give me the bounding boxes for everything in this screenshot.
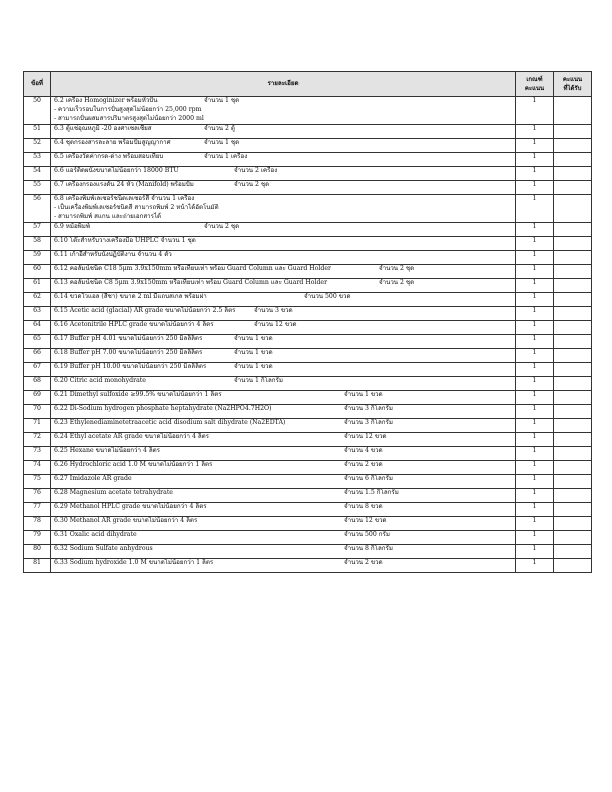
row-score-received	[554, 377, 592, 391]
item-description: 6.9 หม้อพิมพ์	[54, 223, 90, 230]
item-quantity: จำนวน 2 เครื่อง	[234, 167, 278, 174]
item-description: 6.2 เครื่อง Homoginizer พร้อมหัวปั่น	[54, 97, 158, 104]
row-number: 51	[24, 125, 51, 139]
row-detail	[51, 559, 516, 573]
row-number: 68	[24, 377, 51, 391]
item-description: 6.27 Imidazole AR grade	[54, 475, 132, 482]
row-score-received	[554, 447, 592, 461]
row-score-received	[554, 475, 592, 489]
row-number: 60	[24, 265, 51, 279]
item-quantity: จำนวน 1 ขวด	[344, 391, 383, 398]
detail-line	[54, 377, 512, 386]
row-score: 1	[516, 125, 554, 139]
item-description: 6.24 Ethyl acetate AR grade ขนาดไม่น้อยกว่า 4 ลิตร	[54, 433, 209, 440]
row-number: 53	[24, 153, 51, 167]
table-header-row	[24, 72, 592, 97]
row-detail	[51, 265, 516, 279]
item-quantity: จำนวน 1.5 กิโลกรัม	[344, 489, 399, 496]
item-quantity: จำนวน 12 ขวด	[344, 517, 387, 524]
row-score-received	[554, 279, 592, 293]
row-score-received	[554, 335, 592, 349]
row-score: 1	[516, 531, 554, 545]
table-row	[24, 97, 592, 125]
row-detail	[51, 503, 516, 517]
row-score: 1	[516, 223, 554, 237]
item-quantity: จำนวน 2 ขวด	[344, 461, 383, 468]
header-no: ข้อที่	[24, 72, 51, 97]
detail-line	[54, 213, 512, 222]
row-score-received	[554, 237, 592, 251]
item-quantity: จำนวน 1 ชุด	[204, 97, 240, 104]
row-detail	[51, 167, 516, 181]
table-row	[24, 475, 592, 489]
row-number: 58	[24, 237, 51, 251]
header-score-line2: คะแนน	[524, 85, 545, 92]
row-score-received	[554, 139, 592, 153]
row-score: 1	[516, 335, 554, 349]
header-score	[516, 72, 554, 97]
detail-line	[54, 307, 512, 316]
row-detail	[51, 125, 516, 139]
item-description: - ความเร็วรอบในการปั่นสูงสุดไม่น้อยกว่า 25,000 rpm	[54, 106, 202, 113]
table-row	[24, 461, 592, 475]
row-score: 1	[516, 391, 554, 405]
item-description: - สามารถปั่นผสมสารปริมาตรสูงสุดไม่น้อยกว่า 2000 ml	[54, 115, 204, 122]
item-quantity: จำนวน 1 ขวด	[234, 349, 273, 356]
item-description: 6.15 Acetic acid (glacial) AR grade ขนาดไม่น้อยกว่า 2.5 ลิตร	[54, 307, 236, 314]
item-quantity: จำนวน 2 ชุด	[204, 223, 240, 230]
detail-line	[54, 195, 512, 204]
row-score-received	[554, 559, 592, 573]
detail-line	[54, 97, 512, 106]
item-description: 6.23 Ethylenediaminetetraacetic acid disodium salt dihydrate (Na2EDTA)	[54, 419, 286, 426]
item-description: 6.4 ชุดกรองสารละลาย พร้อมปั๊มสูญญากาศ	[54, 139, 171, 146]
table-row	[24, 167, 592, 181]
row-detail	[51, 447, 516, 461]
detail-line	[54, 265, 512, 274]
item-quantity: จำนวน 8 กิโลกรัม	[344, 545, 393, 552]
table-row	[24, 559, 592, 573]
row-detail	[51, 153, 516, 167]
row-number: 71	[24, 419, 51, 433]
detail-line	[54, 279, 512, 288]
item-quantity: จำนวน 2 ตู้	[204, 125, 235, 132]
detail-line	[54, 115, 512, 124]
item-description: 6.13 คอลัมน์ชนิด C8 5μm 3.9x150mm หรือเทียบเท่า พร้อม Guard Column และ Guard Holder	[54, 279, 328, 286]
item-description: 6.20 Citric acid monohydrate	[54, 377, 146, 384]
detail-line	[54, 125, 512, 134]
item-quantity: จำนวน 3 กิโลกรัม	[344, 405, 393, 412]
item-quantity: จำนวน 1 ขวด	[234, 335, 273, 342]
row-number: 75	[24, 475, 51, 489]
table-row	[24, 125, 592, 139]
row-score: 1	[516, 447, 554, 461]
detail-line	[54, 545, 512, 554]
header-got	[554, 72, 592, 97]
row-detail	[51, 391, 516, 405]
row-score-received	[554, 545, 592, 559]
item-description: - สามารถพิมพ์ สแกน และถ่ายเอกสารได้	[54, 213, 162, 220]
table-row	[24, 489, 592, 503]
row-detail	[51, 475, 516, 489]
detail-line	[54, 433, 512, 442]
row-detail	[51, 251, 516, 265]
row-number: 74	[24, 461, 51, 475]
detail-line	[54, 503, 512, 512]
row-number: 57	[24, 223, 51, 237]
detail-line	[54, 489, 512, 498]
row-score: 1	[516, 475, 554, 489]
header-got-line2: ที่ได้รับ	[563, 85, 582, 92]
table-row	[24, 139, 592, 153]
row-number: 78	[24, 517, 51, 531]
row-score: 1	[516, 153, 554, 167]
detail-line	[54, 204, 512, 213]
detail-line	[54, 391, 512, 400]
row-score: 1	[516, 279, 554, 293]
row-score: 1	[516, 489, 554, 503]
detail-line	[54, 419, 512, 428]
detail-line	[54, 475, 512, 484]
detail-line	[54, 349, 512, 358]
item-description: 6.16 Acetonitrile HPLC grade ขนาดไม่น้อยกว่า 4 ลิตร	[54, 321, 214, 328]
detail-line	[54, 181, 512, 190]
row-score: 1	[516, 349, 554, 363]
row-detail	[51, 405, 516, 419]
row-detail	[51, 377, 516, 391]
row-score: 1	[516, 433, 554, 447]
detail-line	[54, 106, 512, 115]
row-score: 1	[516, 251, 554, 265]
row-number: 63	[24, 307, 51, 321]
row-detail	[51, 461, 516, 475]
row-score: 1	[516, 97, 554, 125]
table-row	[24, 279, 592, 293]
row-detail	[51, 545, 516, 559]
detail-line	[54, 363, 512, 372]
row-detail	[51, 139, 516, 153]
row-number: 64	[24, 321, 51, 335]
row-detail	[51, 321, 516, 335]
row-number: 56	[24, 195, 51, 223]
row-number: 77	[24, 503, 51, 517]
row-number: 65	[24, 335, 51, 349]
row-detail	[51, 433, 516, 447]
table-body	[24, 97, 592, 573]
table-row	[24, 503, 592, 517]
row-score-received	[554, 293, 592, 307]
row-score-received	[554, 391, 592, 405]
item-description: 6.3 ตู้แช่อุณหภูมิ -20 องศาเซลเซียส	[54, 125, 152, 132]
row-number: 67	[24, 363, 51, 377]
row-detail	[51, 489, 516, 503]
item-description: 6.7 เครื่องกรองแรงดัน 24 หัว (Manifold) พร้อมปั๊ม	[54, 181, 194, 188]
detail-line	[54, 517, 512, 526]
row-score: 1	[516, 265, 554, 279]
row-score-received	[554, 265, 592, 279]
row-number: 80	[24, 545, 51, 559]
item-description: 6.25 Hexane ขนาดไม่น้อยกว่า 4 ลิตร	[54, 447, 161, 454]
table-row	[24, 405, 592, 419]
table-row	[24, 377, 592, 391]
table-row	[24, 321, 592, 335]
row-detail	[51, 293, 516, 307]
row-score-received	[554, 223, 592, 237]
detail-line	[54, 167, 512, 176]
detail-line	[54, 335, 512, 344]
row-score: 1	[516, 461, 554, 475]
row-score: 1	[516, 377, 554, 391]
item-quantity: จำนวน 4 ขวด	[344, 447, 383, 454]
item-description: - เป็นเครื่องพิมพ์เลเซอร์ชนิดสี สามารถพิมพ์ 2 หน้าได้อัตโนมัติ	[54, 204, 219, 211]
row-number: 81	[24, 559, 51, 573]
item-description: 6.31 Oxalic acid dihydrate	[54, 531, 137, 538]
requirements-table	[23, 71, 592, 573]
row-score-received	[554, 433, 592, 447]
item-description: 6.19 Buffer pH 10.00 ขนาดไม่น้อยกว่า 250 มิลลิลิตร	[54, 363, 207, 370]
row-detail	[51, 195, 516, 223]
item-description: 6.32 Sodium Sulfate anhydrous	[54, 545, 153, 552]
detail-line	[54, 153, 512, 162]
table-row	[24, 251, 592, 265]
table-row	[24, 517, 592, 531]
item-quantity: จำนวน 1 เครื่อง	[204, 153, 248, 160]
item-description: 6.17 Buffer pH 4.01 ขนาดไม่น้อยกว่า 250 มิลลิลิตร	[54, 335, 203, 342]
row-score: 1	[516, 419, 554, 433]
row-number: 73	[24, 447, 51, 461]
row-score: 1	[516, 181, 554, 195]
row-score-received	[554, 531, 592, 545]
row-number: 59	[24, 251, 51, 265]
row-score-received	[554, 195, 592, 223]
item-quantity: จำนวน 2 ชุด	[379, 265, 415, 272]
item-description: 6.12 คอลัมน์ชนิด C18 5μm 3.9x150mm หรือเทียบเท่า พร้อม Guard Column และ Guard Holder	[54, 265, 331, 272]
table-row	[24, 391, 592, 405]
row-number: 61	[24, 279, 51, 293]
item-description: 6.28 Magnesium acetate tetrahydrate	[54, 489, 173, 496]
row-score-received	[554, 405, 592, 419]
row-score-received	[554, 489, 592, 503]
detail-line	[54, 559, 512, 568]
item-quantity: จำนวน 2 ขวด	[344, 559, 383, 566]
table-row	[24, 181, 592, 195]
row-number: 70	[24, 405, 51, 419]
row-score-received	[554, 419, 592, 433]
row-number: 69	[24, 391, 51, 405]
item-quantity: จำนวน 500 ขวด	[304, 293, 351, 300]
table-row	[24, 223, 592, 237]
row-score-received	[554, 125, 592, 139]
item-description: 6.8 เครื่องพิมพ์เลเซอร์ชนิดเลเซอร์สี จำนวน 1 เครื่อง	[54, 195, 195, 202]
row-score: 1	[516, 293, 554, 307]
item-quantity: จำนวน 500 กรัม	[344, 531, 390, 538]
detail-line	[54, 139, 512, 148]
detail-line	[54, 237, 512, 246]
row-score: 1	[516, 545, 554, 559]
table-row	[24, 447, 592, 461]
row-detail	[51, 223, 516, 237]
table-row	[24, 545, 592, 559]
header-detail: รายละเอียด	[51, 72, 516, 97]
row-detail	[51, 97, 516, 125]
item-quantity: จำนวน 12 ขวด	[344, 433, 387, 440]
row-detail	[51, 181, 516, 195]
row-score-received	[554, 517, 592, 531]
table-row	[24, 195, 592, 223]
row-score-received	[554, 321, 592, 335]
row-score: 1	[516, 405, 554, 419]
table-row	[24, 153, 592, 167]
table-row	[24, 307, 592, 321]
table-row	[24, 531, 592, 545]
item-description: 6.22 Di-Sodium hydrogen phosphate heptahydrate (Na2HPO4.7H2O)	[54, 405, 272, 412]
row-detail	[51, 517, 516, 531]
row-score: 1	[516, 321, 554, 335]
item-description: 6.21 Dimethyl sulfoxide ≥99.5% ขนาดไม่น้อยกว่า 1 ลิตร	[54, 391, 222, 398]
header-got-line1: คะแนน	[562, 76, 583, 83]
item-quantity: จำนวน 3 ขวด	[254, 307, 293, 314]
row-score-received	[554, 503, 592, 517]
item-description: 6.10 โต๊ะสำหรับวางเครื่องมือ UHPLC จำนวน 1 ชุด	[54, 237, 196, 244]
item-quantity: จำนวน 3 กิโลกรัม	[344, 419, 393, 426]
item-description: 6.30 Methanol AR grade ขนาดไม่น้อยกว่า 4 ลิตร	[54, 517, 198, 524]
row-number: 52	[24, 139, 51, 153]
header-score-line1: เกณฑ์	[526, 76, 543, 83]
row-score: 1	[516, 139, 554, 153]
row-score: 1	[516, 195, 554, 223]
detail-line	[54, 405, 512, 414]
row-score-received	[554, 97, 592, 125]
row-score: 1	[516, 503, 554, 517]
detail-line	[54, 531, 512, 540]
detail-line	[54, 321, 512, 330]
row-detail	[51, 363, 516, 377]
row-number: 66	[24, 349, 51, 363]
row-detail	[51, 531, 516, 545]
row-score: 1	[516, 363, 554, 377]
row-score: 1	[516, 237, 554, 251]
item-description: 6.6 แอร์ติดผนังขนาดไม่น้อยกว่า 18000 BTU	[54, 167, 179, 174]
item-description: 6.26 Hydrochloric acid 1.0 M ขนาดไม่น้อยกว่า 1 ลิตร	[54, 461, 213, 468]
row-score-received	[554, 307, 592, 321]
item-description: 6.33 Sodium hydroxide 1.0 M ขนาดไม่น้อยกว่า 1 ลิตร	[54, 559, 214, 566]
row-detail	[51, 307, 516, 321]
item-quantity: จำนวน 2 ชุด	[234, 181, 270, 188]
row-number: 50	[24, 97, 51, 125]
item-quantity: จำนวน 2 ชุด	[379, 279, 415, 286]
row-detail	[51, 419, 516, 433]
detail-line	[54, 251, 512, 260]
row-score-received	[554, 153, 592, 167]
detail-line	[54, 447, 512, 456]
table-row	[24, 293, 592, 307]
table-row	[24, 349, 592, 363]
row-score-received	[554, 461, 592, 475]
row-score: 1	[516, 307, 554, 321]
detail-line	[54, 223, 512, 232]
row-number: 76	[24, 489, 51, 503]
table-row	[24, 419, 592, 433]
row-number: 55	[24, 181, 51, 195]
row-score: 1	[516, 559, 554, 573]
row-detail	[51, 335, 516, 349]
row-detail	[51, 349, 516, 363]
item-quantity: จำนวน 1 ขวด	[234, 363, 273, 370]
table-row	[24, 363, 592, 377]
row-number: 79	[24, 531, 51, 545]
item-quantity: จำนวน 1 กิโลกรัม	[234, 377, 283, 384]
row-detail	[51, 237, 516, 251]
detail-line	[54, 293, 512, 302]
item-description: 6.29 Methanol HPLC grade ขนาดไม่น้อยกว่า 4 ลิตร	[54, 503, 207, 510]
item-description: 6.18 Buffer pH 7.00 ขนาดไม่น้อยกว่า 250 มิลลิลิตร	[54, 349, 203, 356]
row-score-received	[554, 181, 592, 195]
row-score-received	[554, 349, 592, 363]
row-score-received	[554, 363, 592, 377]
row-detail	[51, 279, 516, 293]
item-quantity: จำนวน 6 กิโลกรัม	[344, 475, 393, 482]
table-row	[24, 237, 592, 251]
row-number: 62	[24, 293, 51, 307]
table-row	[24, 433, 592, 447]
row-score-received	[554, 251, 592, 265]
row-score: 1	[516, 167, 554, 181]
row-number: 54	[24, 167, 51, 181]
item-description: 6.11 เก้าอี้สำหรับนั่งปฏิบัติงาน จำนวน 4 ตัว	[54, 251, 172, 258]
table-row	[24, 265, 592, 279]
row-score: 1	[516, 517, 554, 531]
table-row	[24, 335, 592, 349]
row-score-received	[554, 167, 592, 181]
item-quantity: จำนวน 1 ชุด	[204, 139, 240, 146]
item-description: 6.14 ขวดใวแอล (สีชา) ขนาด 2 ml มีแถบสเกล พร้อมฝา	[54, 293, 207, 300]
item-quantity: จำนวน 8 ขวด	[344, 503, 383, 510]
row-number: 72	[24, 433, 51, 447]
detail-line	[54, 461, 512, 470]
item-description: 6.5 เครื่องวัดค่ากรด-ด่าง พร้อมสอบเทียบ	[54, 153, 164, 160]
item-quantity: จำนวน 12 ขวด	[254, 321, 297, 328]
